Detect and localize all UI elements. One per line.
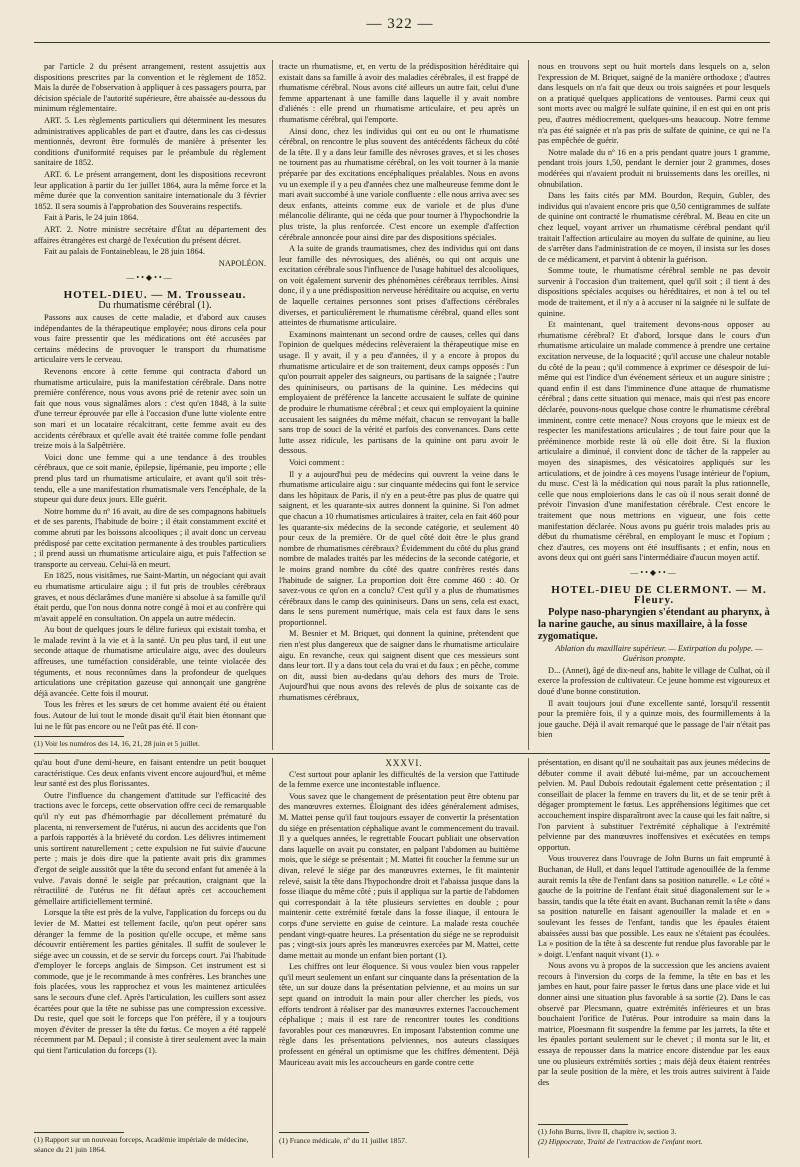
paragraph: Tous les frères et les sœurs de cet homme avaient été ou étaient fous. Autour de lui tout le monde disait qu'il était bien étonnant que lui ne le fût pas encore ou ne l'eût pas été. Il con- xyxy=(34,700,266,731)
paragraph: présentation, en disant qu'il ne souhaitait pas aux jeunes médecins de débuter comme il avait débuté lui-même, par un accouchement pelvien. M. Paul Dubois redoutait également cette présentation ; il conseillait de placer la femme en travers du lit, et de se tenir prêt à dégager promptement le fœtus. Les appréhensions légitimes que cet accouchement inspire disparaîtront avec la cause qui les fait naître, si l'on parvient à substituer l'extrémité céphalique à l'extrémité pelvienne par des manœuvres inoffensives et exécutées en temps opportun. xyxy=(538,758,770,852)
article-title: Du rhumatisme cérébral (1). xyxy=(98,300,212,312)
paragraph: Lorsque la tête est près de la vulve, l'application du forceps ou du levier de M. Mattei est tellement facile, qu'on peut opérer sans déranger la femme de la position qu'elle occupe, et même sans découvrir entièrement les parties génitales. Il suffit de soulever le siége avec un coussin, et de se servir du forceps court. J'ai l'habitude d'employer le forceps anglais de Simpson. Cet instrument est si commode, que je le recommande à mes confrères. Les branches une fois placées, vous les rapprochez et vous les maintenez articulées sans le secours d'une clef. Après l'articulation, les cuillers sont assez écartées pour que la tête ne subisse pas une compression excessive. Du reste, quel que soit le forceps que l'on préfère, il y a toujours moyen d'éviter de presser la tête du fœtus. Ce moyen a été rappelé récemment par M. Depaul ; il consiste à tirer seulement avec la main qui tient l'articulation du forceps (1). xyxy=(34,908,266,1056)
page-number: — 322 — xyxy=(366,16,434,32)
paragraph: Nous avons vu à propos de la succession que les anciens avaient recours à l'inversion du corps de la femme, la tête en bas et les jambes en haut, pour faire passer le fœtus dans une place vide et lui donner ainsi une situation plus favorable à sa sortie (2). Dans le cas observé par Plecsmann, quatre extrémités inférieures et un bras bouchaient l'orifice de l'utérus. Pour introduire sa main dans la matrice, Ploesmann fit suspendre la femme par les jarrets, la tête et les épaules portant seulement sur le chevet ; il monta sur le lit, et essaya de repousser dans la matrice encore distendue par les eaux une ou plusieurs extrémités sorties ; mais déjà deux étaient rentrées par la seule position de la mère, et les trois autres suivirent à l'aide des xyxy=(538,961,770,1087)
footnote: (1) France médicale, nº du 11 juillet 1857. xyxy=(279,1136,407,1145)
paragraph: Notre homme du nº 16 avait, au dire de ses compagnons habituels et de ses parents, l'habitude de boire ; il était constamment excité et comme abruti par les boissons alcooliques ; il avait donc un cerveau prédisposé par cette excitation permanente à des troubles particuliers ; il prend aussi un rhumatisme articulaire aigu, et puis l'affection se transporte au cerveau. Celui-là en meurt. xyxy=(34,506,266,569)
paragraph: A la suite de grands traumatismes, chez des individus qui ont dans leur famille des névrosiques, des aliénés, ou qui ont acquis une excitation cérébrale sous l'influence de l'usage habituel des alcooliques, on voit également survenir des phénomènes cérébraux terribles. Ainsi donc, il y a une prédisposition nerveuse héréditaire ou acquise, en vertu de laquelle certaines personnes sont prises d'affections cérébrales diverses, et particulièrement le rhumatisme cérébral, quand elles sont atteintes de rhumatisme articulaire. xyxy=(279,244,519,328)
paragraph: C'est surtout pour aplanir les difficultés de la version que l'attitude de la femme exerce une incontestable influence. xyxy=(279,769,519,790)
column-rule xyxy=(272,60,273,750)
column-rule xyxy=(528,60,529,750)
paragraph: ART. 2. Notre ministre secrétaire d'État au département des affaires étrangères est chargé de l'exécution du présent décret. xyxy=(34,224,266,245)
upper-column-1 xyxy=(34,62,266,732)
paragraph: Les chiffres ont leur éloquence. Si vous voulez bien vous rappeler qu'il meurt seulement un enfant sur cinquante dans la présentation de la tête, un sur douze dans la présentation pelvienne, et au moins un sur sept quand on introduit la main pour aller chercher les pieds, vos efforts tendront à réaliser par des manœuvres externes l'accouchement céphalique ; mais il est rare de rencontrer toutes les conditions favorables pour ces manœuvres. En imposant l'abstention comme une règle dans les présentations pelviennes, nos auteurs classiques professent en général un optimisme que les chiffres démentent. Déjà Mauriceau avait mis les accoucheurs en garde contre cette xyxy=(279,962,519,1067)
article-subtitle: Ablation du maxillaire supérieur. — Extirpation du polype. — Guérison prompte. xyxy=(555,643,763,664)
section-title: HOTEL-DIEU DE CLERMONT. — M. Fleury. xyxy=(551,583,767,607)
paragraph: Outre l'influence du changement d'attitude sur l'efficacité des tractions avec le forceps, cette observation offre ceci de remarquable qu'il n'y eut pas d'hémorrhagie par décollement prématuré du placenta, ni renversement de l'utérus, ni aucun des accidents que l'on a parfois rapportés à la brièveté du cordon. Les délivres intimement unis sortirent naturellement ; cette expulsion ne fut suivie d'aucune perte ; mais je dois dire que la patiente avait pris dix grammes d'ergot de seigle aussitôt que la tête du second enfant fut amenée à la vulve. J'avais donné le seigle par précaution, craignant que la rétractilité de l'utérus ne fit défaut après cet accouchement gémellaire artificiellement terminé. xyxy=(34,790,266,906)
column-rule xyxy=(272,758,273,1158)
footnote-rule xyxy=(279,1132,369,1133)
paragraph: tracte un rhumatisme, et, en vertu de la prédisposition héréditaire qui existait dans sa famille à avoir des maladies cérébrales, il est frappé de rhumatisme cérébral. Nous avons cité ailleurs un autre fait, celui d'une femme appartenant à une famille dans laquelle il y avait nombre d'aliénés : elle prend un rhumatisme articulaire, et peu après un rhumatisme cérébral, qui l'emporte. xyxy=(279,62,519,124)
signature: NAPOLÉON. xyxy=(218,258,266,268)
paragraph: Notre malade du nº 16 en a pris pendant quatre jours 1 gramme, pendant trois jours 1,50, pendant le dernier jour 2 grammes, doses modérées qui n'avaient produit ni bruissements dans les oreilles, ni obnubilation. xyxy=(538,147,770,189)
ornament-divider: —••◆••— xyxy=(126,273,174,283)
paragraph: Fait à Paris, le 24 juin 1864. xyxy=(44,213,139,223)
lower-column-2 xyxy=(279,758,519,1128)
lower-column-1 xyxy=(34,758,266,1128)
footnote: (2) Hippocrate, Traité de l'extraction de l'enfant mort. xyxy=(538,1137,703,1146)
paragraph: qu'au bout d'une demi-heure, en faisant entendre un petit bouquet caractéristique. Ces deux enfants vivent encore aujourd'hui, et même leur santé est des plus florissantes. xyxy=(34,758,266,789)
footnote-rule xyxy=(34,736,124,737)
paragraph: Dans les faits cités par MM. Bourdon, Requin, Gubler, des individus qui n'avaient encore pris que 0,50 centigrammes de sulfate de quinine ont contracté le rhumatisme cérébral. M. Beau en cite un chez lequel, voyant arriver un rhumatisme cérébral pendant qu'il traitait l'affection articulaire au moyen du sulfate de quinine, au lieu de s'arrêter dans l'administration de ce moyen, il insista sur les doses de ce médicament, et parvint à obtenir la guérison. xyxy=(538,191,770,264)
paragraph: Passons aux causes de cette maladie, et d'abord aux causes indépendantes de la thérapeutique employée; nous dirons cela pour vous faire pressentir que les médications ont été accusées par certains médecins de provoquer le transport du rhumatisme articulaire vers le cerveau. xyxy=(34,313,266,365)
section-rule xyxy=(34,753,770,754)
paragraph: Vous trouverez dans l'ouvrage de John Burns un fait emprunté à Buchanan, de Hull, et dans lequel l'attitude agenouillée de la femme aurait remis la tête de l'enfant dans sa position naturelle. « Le côté » gauche de la poitrine de l'enfant était situé diagonalement sur le » bassin, tandis que la tête était en avant. Buchanan remit la tête » dans sa position naturelle en faisant agenouiller la malade et en » soulevant les fesses de l'enfant, tandis que les épaules étaient abaissées aussi bas que possible. Les eaux ne s'étaient pas écoulées. La » position de la tête à sa descente fut rendue plus favorable par le » doigt. L'enfant naquit vivant (1). » xyxy=(538,854,770,959)
paragraph: Il avait toujours joui d'une excellente santé, lorsqu'il ressentit pour la première fois, il y a quinze mois, des fourmillements à la joue gauche. Déjà il avait remarqué que le passage de l'air n'était pas bien xyxy=(538,698,770,740)
paragraph: M. Besnier et M. Briquet, qui donnent la quinine, prétendent que rien n'est plus dangereux que de saigner dans le rhumatisme articulaire aigu. En revanche, ceux qui saignent disent que ces messieurs sont dans leur tort. Il y a dans tout cela du vrai et du faux ; en pêche, comme on dit, aussi bien au-dedans qu'au dehors des murs de Troie. Aujourd'hui que nous avons des relevés de plus de soixante cas de rhumatismes cérébraux, xyxy=(279,629,519,703)
paragraph: Et maintenant, quel traitement devons-nous opposer au rhumatisme cérébral? Et d'abord, lorsque dans le cours d'un rhumatisme articulaire un malade commence à prendre une certaine excitation nerveuse, de la loquacité ; qu'il accuse une chaleur notable du côté de la peau ; qu'il commence à exprimer ce désespoir de lui-même qui est l'indice d'un événement sérieux et un augure sinistre ; quand enfin il est dans l'imminence d'une attaque de rhumatisme cérébral ; dans cette situation qui menace, mais qui n'est pas encore déclarée, pouvons-nous quelque chose contre le rhumatisme cérébral imminent, contre cette menace? Nous croyons que le mieux est de respecter les manifestations articulaires ; de tout faire pour que la prééminence morbide reste là où elle doit être. Si la fluxion articulaire a diminué, il convient donc de tâcher de la rappeler au moyen des sinapismes, des vésicatoires appliqués sur les articulations, et de joindre à ces moyens l'usage intérieur de l'opium, du musc. C'est là la médication qui nous paraît la plus rationnelle, celle que nous emploierions dans le cas où il nous serait donné de prévoir l'invasion d'une manifestation cérébrale. C'est encore le traitement que nous mettrions en vigueur, une fois cette manifestation déclarée. Nous avons pu guérir trois malades pris au début du rhumatisme cérébral, en employant le musc et l'opium ; chez d'autres, ces moyens ont été insuffisants ; et enfin, nous en avons deux qui ont guéri sans l'intermédiaire d'aucun moyen actif. xyxy=(538,320,770,563)
paragraph: Voici donc une femme qui a une tendance à des troubles cérébraux, que ce soit manie, épilepsie, lipémanie, peu importe ; elle prend plus tard un rhumatisme articulaire, et avant qu'il soit très-tendu, elle a une manifestation rhumatismale vers l'encéphale, de la stupeur qui dure deux jours. Elle guérit. xyxy=(34,452,266,505)
footnote: (1) Voir les numéros des 14, 16, 21, 28 juin et 5 juillet. xyxy=(34,739,200,748)
section-title: HOTEL-DIEU. — M. Trousseau. xyxy=(63,288,247,301)
lower-column-3 xyxy=(538,758,770,1118)
paragraph: En 1825, nous visitâmes, rue Saint-Martin, un négociant qui avait eu rhumatisme articulaire aigu ; il fut pris de troubles cérébraux graves, et nous déclarâmes d'une manière si absolue à sa famille qu'il était perdu, que l'on nous donna notre congé à moi et au confrère qui m'avait appelé en consultation. On appela un autre médecin. xyxy=(34,571,266,623)
paragraph: ART. 5. Les règlements particuliers qui déterminent les mesures administratives applicables de part et d'autre, dans les cas ci-dessus mentionnés, devront être formulés de manière à présenter les conditions d'uniformité requises par le préambule du règlement sanitaire de 1852. xyxy=(34,115,266,168)
paragraph: Revenons encore à cette femme qui contracta d'abord un rhumatisme articulaire, puis la manifestation cérébrale. Dans notre première conférence, nous vous avons prié de retenir avec soin un fait que nous vous signalâmes alors : c'est qu'en 1848, à la suite d'une terreur éprouvée par elle à l'occasion d'une lutte violente entre son mari et un locataire récalcitrant, cette femme avait eu des accidents cérébraux et qu'elle avait été traitée comme folle pendant treize mois à la Salpêtrière. xyxy=(34,367,266,451)
article-title: Polype naso-pharyngien s'étendant au pharynx, à la narine gauche, au sinus maxillaire, à la fosse zygomatique. xyxy=(538,606,770,642)
paragraph: Vous savez que le changement de présentation peut être obtenu par des manœuvres externes. Éloignant des idées généralement admises, M. Mattei pense qu'il faut toujours essayer de convertir la présentation du siége en présentation céphalique avant le commencement du travail. Il y a quelques années, le regrettable Foucart publiait une observation dans laquelle on avait pu constater, en palpant l'abdomen au huitième mois, que le siége se présentait ; M. Mattei fit coucher la femme sur un divan, relevé le siége par des manœuvres externes, le fit maintenir relevé, saisit la tête dans l'hypochondre droit et l'abaissa jusque dans la fosse iliaque du même côté ; puis il appliqua sur la partie de l'abdomen qui correspondait à la tête plusieurs serviettes en double ; pour maintenir cette extrémité fœtale dans la fosse iliaque, il entoura le corps d'une serviette en guise de ceinture. La malade resta couchée pendant vingt-quatre heures. La présentation du siége ne se reproduisit pas ; vingt-six jours après les manœuvres exercées par M. Mattei, cette dame mettait au monde un enfant bien portant (1). xyxy=(279,791,519,960)
ornament-divider: —••◆••— xyxy=(630,567,678,577)
footnote-rule xyxy=(538,1124,628,1125)
paragraph: Voici comment : xyxy=(289,457,345,467)
paragraph: Ainsi donc, chez les individus qui ont eu ou ont le rhumatisme cérébral, on rencontre le plus souvent des antécédents fâcheux du côté de la tête. Il y a dans leur famille des névroses graves, et si les choses ne tournent pas au rhumatisme cérébral, on les voit tourner à la manie préparée par des excitations encéphaliques préalables. Nous en avons vu un exemple il y a peu d'années chez une malheureuse femme dont le mari avait succombé à une variole confluente : elle nous arriva avec ses deux enfants, atteints comme eux de variole et de plus d'une mélancolie délirante, qui ne céda que pour tourner à l'hypochondrie la plus triste, la plus renforcée. C'est encore un exemple d'affection cérébrale annoncée pour ainsi dire par des dispositions spéciales. xyxy=(279,126,519,242)
footnote: (1) Rapport sur un nouveau forceps, Académie impériale de médecine, séance du 21 juin 1864. xyxy=(34,1135,249,1154)
paragraph: Au bout de quelques jours le délire furieux qui existait tomba, et le malade revint à la vie et à la santé. Un peu plus tard, il eut une seconde attaque de rhumatisme articulaire aigu, avec des douleurs affreuses, une tuméfaction considérable, une teinte violacée des téguments, et nous reconnûmes dans la profondeur de quelques articulations une crépitation gazeuse qui annonçait une gangrène déjà avancée. Cette fois il mourut. xyxy=(34,625,266,698)
column-rule xyxy=(528,758,529,1158)
paragraph: Fait au palais de Fontainebleau, le 28 juin 1864. xyxy=(44,247,205,257)
paragraph: Il y a aujourd'hui peu de médecins qui ouvrent la veine dans le rhumatisme articulaire aigu : sur cinquante médecins qui font le service dans les hôpitaux de Paris, il n'y en a peut-être pas plus de quatre qui saignent, et les quarante-six autres donnent la quinine. Si l'on admet que chacun a 10 rhumatismes articulaires à traiter, cela en fait 460 pour les quarante-six médecins de la seconde catégorie, et seulement 40 pour ceux de la première. Or de quel côté doit être le plus grand nombre de rhumatismes cérébraux? Évidemment du côté du plus grand nombre de malades traités par les médecins de la seconde catégorie, et le moins grand nombre du côté des quatre confrères restés dans l'habitude de saigner. La proportion doit être comme 460 : 40. Or savez-vous ce qu'on en a conclu? C'est qu'il y a plus de rhumatismes cérébraux dans le camp des quininiseurs. Dans un sens, cela est exact, dans le sens purement numérique, mais cela est faux dans le sens proportionnel. xyxy=(279,469,519,627)
section-number: XXXVI. xyxy=(385,758,423,768)
upper-column-3 xyxy=(538,62,770,752)
footnote-rule xyxy=(34,1132,124,1133)
footnote: (1) John Burns, livre II, chapitre iv, section 3. xyxy=(538,1127,677,1136)
header-rule xyxy=(34,42,770,43)
paragraph: Somme toute, le rhumatisme cérébral semble ne pas devoir survenir à l'occasion d'un traitement, quel qu'il soit ; il tient à des dispositions spéciales acquises ou héréditaires, et non à tel ou tel mode de traitement, et il n'y a à accuser ni la saignée ni le sulfate de quinine. xyxy=(538,266,770,318)
paragraph: ART. 6. Le présent arrangement, dont les dispositions recevront leur application à partir du 1er juillet 1864, aura la même force et la même durée que la convention sanitaire internationale du 3 février 1852. Il sera soumis à l'approbation des Souverains respectifs. xyxy=(34,169,266,211)
paragraph: par l'article 2 du présent arrangement, restent assujettis aux dispositions prescrites par la convention et le règlement de 1852. Mais la durée de l'observation à appliquer à ces passagers pourra, par décision spéciale de l'autorité supérieure, être abaissée au-dessous du minimum réglementaire. xyxy=(34,62,266,114)
paragraph: nous en trouvons sept ou huit mortels dans lesquels on a, selon l'expression de M. Briquet, saigné de la manière orthodoxe ; d'autres dans lesquels on n'a fait que deux ou trois saignées et pour lesquels on a pratiqué quelques applications de ventouses. Parmi ceux qui sont morts avec ou malgré le sulfate quinine, il en est qui en ont pris peu, d'autres médiocrement, quelques-uns beaucoup. Notre femme n'a pas été saignée et n'a pas pris de sulfate de quinine, ce qui ne l'a pas empêchée de guérir. xyxy=(538,62,770,146)
paragraph: Examinons maintenant un second ordre de causes, celles qui dans l'opinion de quelques médecins relèveraient la thérapeutique mise en usage. Il y avait, il y a peu d'années, il y a encore à propos du rhumatisme articulaire et de son traitement, deux camps opposés : l'un qu'on pourrait appeler des saigneurs, ou partisans de la saignée ; l'autre des quininiseurs, ou partisans de la quinine. Les médecins qui employaient de préférence la lancette accusaient le sulfate de quinine de produire le rhumatisme cérébral ; et ceux qui employaient la quinine accusaient les saignées du même méfait, chacun se renvoyant la balle sans trop de souci de la vérité et parfois des convenances. Dans cette lutte assez ridicule, les partisans de la quinine ont paru avoir le dessous. xyxy=(279,329,519,456)
paragraph: D... (Annet), âgé de dix-neuf ans, habite le village de Culhat, où il exerce la profession de cultivateur. Ce jeune homme est vigoureux et doué d'une bonne constitution. xyxy=(538,665,770,697)
upper-column-2 xyxy=(279,62,519,752)
